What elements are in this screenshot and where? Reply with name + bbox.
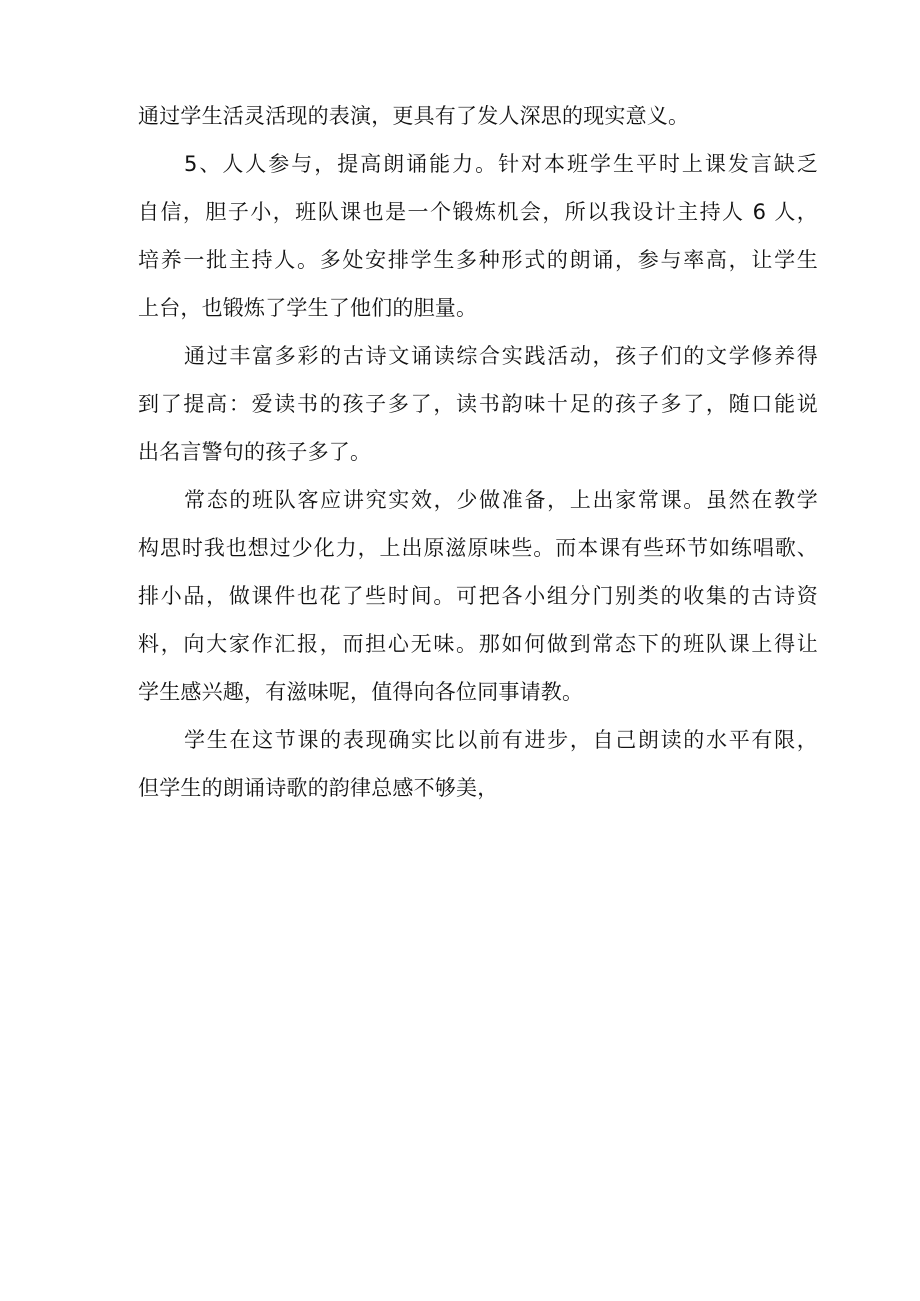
paragraph-line: 通过丰富多彩的古诗文诵读综合实践活动，孩子们的文学修养得: [184, 344, 818, 368]
paragraph-line: 构思时我也想过少化力，上出原滋原味些。而本课有些环节如练唱歌、: [138, 536, 818, 560]
paragraph-line: 常态的班队客应讲究实效，少做准备，上出家常课。虽然在教学: [184, 488, 818, 512]
paragraph-line: 出名言警句的孩子多了。: [138, 440, 372, 464]
document-body: [138, 92, 818, 812]
paragraph-line: 排小品，做课件也花了些时间。可把各小组分门别类的收集的古诗资: [138, 584, 818, 608]
paragraph-line: 自信，胆子小，班队课也是一个锻炼机会，所以我设计主持人 6 人，: [138, 200, 818, 224]
paragraph-line: 但学生的朗诵诗歌的韵律总感不够美，: [138, 776, 499, 800]
paragraph-line: 学生在这节课的表现确实比以前有进步，自己朗读的水平有限，: [184, 728, 818, 752]
paragraph-line: 培养一批主持人。多处安排学生多种形式的朗诵，参与率高，让学生: [138, 248, 818, 272]
paragraph-line: 学生感兴趣，有滋味呢，值得向各位同事请教。: [138, 680, 584, 704]
paragraph-line: 5、人人参与，提高朗诵能力。针对本班学生平时上课发言缺乏: [184, 152, 818, 176]
paragraph-line: 料，向大家作汇报，而担心无味。那如何做到常态下的班队课上得让: [138, 632, 818, 656]
paragraph-line: 到了提高：爱读书的孩子多了，读书韵味十足的孩子多了，随口能说: [138, 392, 818, 416]
paragraph-line: 上台，也锻炼了学生了他们的胆量。: [138, 296, 478, 320]
paragraph-line: 通过学生活灵活现的表演，更具有了发人深思的现实意义。: [138, 104, 690, 128]
